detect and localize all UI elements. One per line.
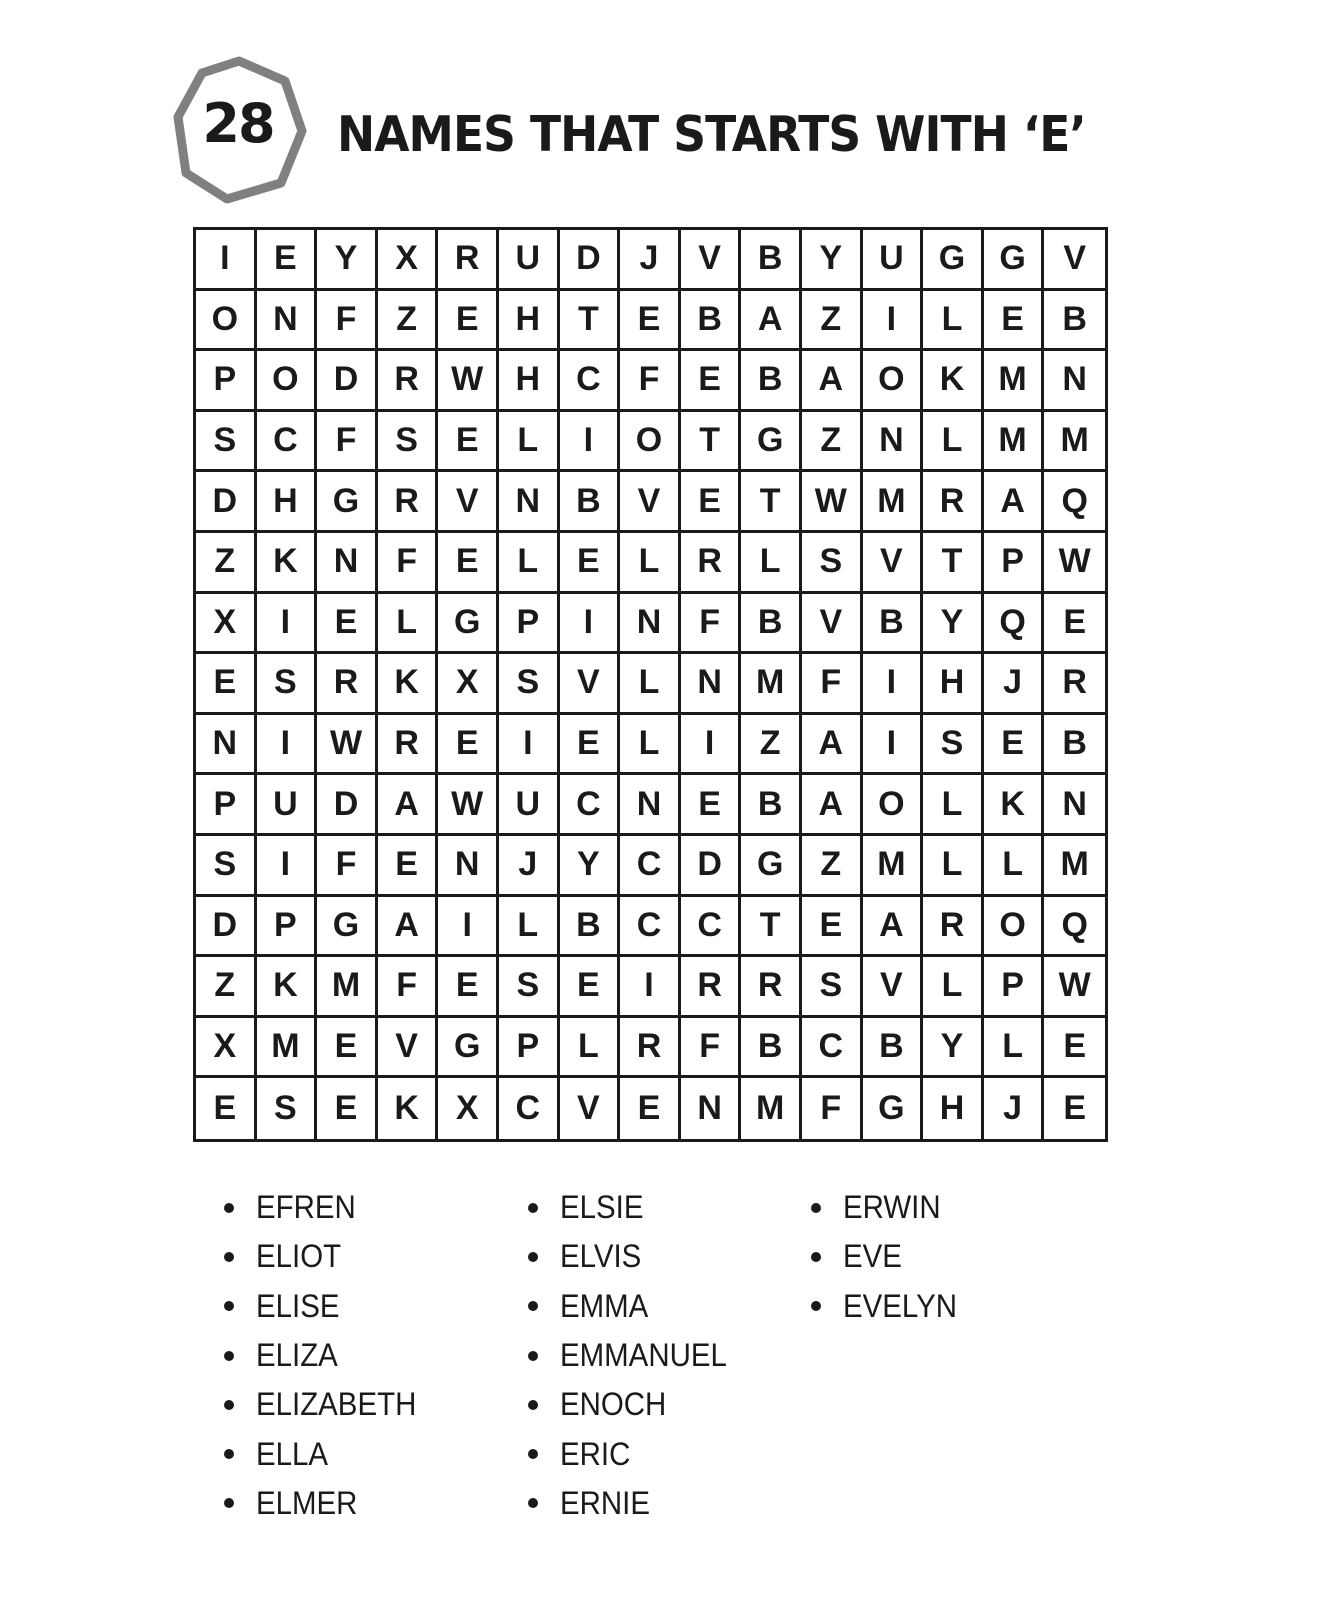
grid-cell[interactable]: I [438,897,499,958]
grid-cell[interactable]: Q [984,594,1045,655]
word-label: EVELYN [843,1287,957,1324]
puzzle-number: 28 [202,92,274,155]
grid-cell[interactable]: B [741,594,802,655]
grid-cell[interactable]: P [196,351,257,412]
grid-cell[interactable]: I [257,594,318,655]
grid-cell[interactable]: W [802,472,863,533]
grid-cell[interactable]: S [802,957,863,1018]
grid-cell[interactable]: R [741,957,802,1018]
word-list-item [811,1183,967,1232]
grid-cell[interactable]: Z [802,291,863,352]
grid-cell[interactable]: N [196,715,257,776]
grid-cell[interactable]: A [984,472,1045,533]
grid-cell[interactable]: L [378,594,439,655]
grid-cell[interactable]: V [560,1078,621,1139]
grid-cell[interactable]: L [923,775,984,836]
grid-cell[interactable]: I [620,957,681,1018]
grid-cell[interactable]: L [923,957,984,1018]
grid-cell[interactable]: X [438,1078,499,1139]
word-label: ENOCH [560,1386,667,1423]
grid-cell[interactable]: V [1044,230,1105,291]
grid-cell[interactable]: N [681,1078,742,1139]
word-search-grid [193,227,1108,1142]
grid-cell[interactable]: E [1063,1089,1087,1128]
word-list-item [528,1183,741,1232]
grid-cell[interactable]: B [741,351,802,412]
grid-cell[interactable]: L [620,715,681,776]
grid-cell[interactable]: E [317,1078,378,1139]
grid-cell[interactable]: A [802,351,863,412]
word-label: ERNIE [560,1484,650,1521]
grid-cell[interactable]: E [802,897,863,958]
word-label: ELMER [256,1484,358,1521]
grid-cell[interactable]: X [196,594,257,655]
grid-cell[interactable]: B [741,775,802,836]
word-list-item [528,1380,741,1429]
grid-cell[interactable]: R [923,897,984,958]
grid-cell[interactable]: K [923,351,984,412]
word-list-item [811,1282,967,1331]
grid-cell[interactable]: O [863,775,924,836]
grid-cell[interactable]: J [499,836,560,897]
grid-cell[interactable]: L [499,412,560,473]
grid-cell[interactable]: N [438,836,499,897]
grid-cell[interactable]: M [257,1018,318,1079]
grid-cell[interactable]: B [681,291,742,352]
grid-cell[interactable]: T [741,897,802,958]
grid-cell[interactable]: D [317,775,378,836]
grid-cell[interactable]: E [984,291,1045,352]
bullet-icon [528,1252,538,1262]
grid-cell[interactable]: O [863,351,924,412]
grid-cell[interactable]: U [499,230,560,291]
grid-cell[interactable]: I [196,230,257,291]
grid-cell[interactable]: G [317,472,378,533]
grid-cell[interactable]: I [863,291,924,352]
grid-cell[interactable]: R [378,351,439,412]
grid-cell[interactable]: S [802,533,863,594]
grid-cell[interactable]: E [620,291,681,352]
grid-cell[interactable]: M [984,351,1045,412]
grid-cell[interactable]: R [378,715,439,776]
grid-cell[interactable]: I [257,836,318,897]
bullet-icon [224,1252,234,1262]
grid-cell[interactable]: Y [317,230,378,291]
grid-cell[interactable]: Z [196,533,257,594]
grid-cell[interactable]: L [923,836,984,897]
grid-cell[interactable]: P [196,775,257,836]
grid-cell[interactable]: A [378,775,439,836]
grid-cell[interactable]: M [741,1078,802,1139]
grid-cell[interactable]: M [317,957,378,1018]
bullet-icon [528,1400,538,1410]
grid-cell[interactable]: A [802,715,863,776]
grid-cell[interactable]: V [681,230,742,291]
grid-cell[interactable]: N [863,412,924,473]
grid-cell[interactable]: O [196,291,257,352]
word-list-column-3 [811,1183,967,1331]
grid-cell[interactable]: P [499,594,560,655]
grid-cell[interactable]: I [257,715,318,776]
grid-cell[interactable]: L [923,412,984,473]
grid-cell[interactable]: K [378,654,439,715]
grid-cell[interactable]: K [257,957,318,1018]
grid-cell[interactable]: S [257,654,318,715]
grid-cell[interactable]: Z [802,836,863,897]
word-list-item [224,1232,430,1281]
grid-cell[interactable]: Z [196,957,257,1018]
grid-cell[interactable]: B [1044,715,1105,776]
bullet-icon [811,1301,821,1311]
grid-cell[interactable]: J [984,1078,1045,1139]
grid-cell[interactable]: D [196,897,257,958]
word-label: ELVIS [560,1238,642,1275]
bullet-icon [528,1351,538,1361]
grid-cell[interactable]: S [378,412,439,473]
grid-cell[interactable]: V [802,594,863,655]
word-label: ELIZABETH [256,1386,417,1423]
grid-cell[interactable]: E [257,230,318,291]
grid-cell[interactable]: C [681,897,742,958]
grid-cell[interactable]: R [681,533,742,594]
word-label: EMMANUEL [560,1337,727,1374]
grid-cell[interactable]: Y [802,230,863,291]
grid-cell[interactable]: O [984,897,1045,958]
grid-cell[interactable]: N [1044,775,1105,836]
grid-cell[interactable]: Y [923,1018,984,1079]
grid-cell[interactable]: U [863,230,924,291]
word-label: EVE [843,1238,902,1275]
grid-cell[interactable]: L [923,291,984,352]
grid-cell[interactable]: O [620,412,681,473]
grid-cell[interactable]: T [560,291,621,352]
grid-cell[interactable]: E [438,533,499,594]
grid-cell[interactable]: W [1044,957,1105,1018]
grid-cell[interactable]: S [196,412,257,473]
grid-cell[interactable]: I [560,412,621,473]
grid-cell[interactable]: U [257,775,318,836]
grid-cell[interactable]: N [620,594,681,655]
grid-cell[interactable]: F [681,594,742,655]
grid-cell[interactable]: J [620,230,681,291]
grid-cell[interactable]: G [863,1078,924,1139]
grid-cell[interactable]: D [560,230,621,291]
grid-cell[interactable]: M [741,654,802,715]
grid-cell[interactable]: V [863,957,924,1018]
grid-cell[interactable]: P [984,533,1045,594]
grid-cell[interactable]: G [438,1018,499,1079]
bullet-icon [811,1203,821,1213]
grid-cell[interactable]: B [560,897,621,958]
word-label: ERIC [560,1435,631,1472]
word-label: ELISE [256,1287,340,1324]
grid-cell[interactable]: R [620,1018,681,1079]
grid-cell[interactable]: G [741,412,802,473]
grid-cell[interactable]: F [802,1078,863,1139]
word-label: ELLA [256,1435,329,1472]
grid-cell[interactable]: G [984,230,1045,291]
grid-cell[interactable]: N [499,472,560,533]
bullet-icon [811,1252,821,1262]
grid-cell[interactable]: N [681,654,742,715]
grid-cell[interactable]: L [984,1018,1045,1079]
grid-cell[interactable]: X [378,230,439,291]
grid-cell[interactable]: B [863,594,924,655]
grid-cell[interactable]: A [802,775,863,836]
grid-cell[interactable]: E [1044,594,1105,655]
grid-cell[interactable]: G [923,230,984,291]
grid-cell[interactable]: K [984,775,1045,836]
word-list-item [528,1429,741,1478]
grid-cell[interactable]: V [378,1018,439,1079]
grid-cell[interactable]: L [560,1018,621,1079]
grid-cell[interactable]: N [317,533,378,594]
grid-cell[interactable]: C [499,1078,560,1139]
grid-cell[interactable]: E [438,412,499,473]
grid-cell[interactable]: M [863,472,924,533]
grid-cell[interactable]: X [196,1018,257,1079]
grid-cell[interactable]: V [560,654,621,715]
grid-cell[interactable]: N [257,291,318,352]
grid-cell[interactable]: L [499,533,560,594]
word-list-item [528,1331,741,1380]
grid-cell[interactable]: E [681,775,742,836]
grid-cell[interactable]: I [681,715,742,776]
grid-cell[interactable]: V [863,533,924,594]
grid-cell[interactable]: L [984,836,1045,897]
grid-cell[interactable]: Y [923,594,984,655]
grid-cell[interactable]: L [741,533,802,594]
grid-cell[interactable]: K [378,1078,439,1139]
word-list-item [224,1429,430,1478]
word-list-item [528,1232,741,1281]
grid-cell[interactable]: P [984,957,1045,1018]
word-list-item [224,1282,430,1331]
word-list-column-2 [528,1183,741,1528]
grid-cell[interactable]: M [1044,412,1105,473]
word-label: EFREN [256,1189,356,1226]
bullet-icon [224,1301,234,1311]
grid-cell[interactable]: E [317,594,378,655]
word-list-item [224,1183,430,1232]
grid-cell[interactable]: P [257,897,318,958]
grid-cell[interactable]: I [499,715,560,776]
grid-cell[interactable]: F [317,412,378,473]
grid-cell[interactable]: T [741,472,802,533]
grid-cell[interactable]: C [802,1018,863,1079]
grid-cell[interactable]: C [620,836,681,897]
grid-cell[interactable]: E [560,533,621,594]
grid-cell[interactable]: E [620,1078,681,1139]
grid-cell[interactable]: A [741,291,802,352]
grid-cell[interactable]: V [438,472,499,533]
grid-cell[interactable]: V [620,472,681,533]
grid-cell[interactable]: R [438,230,499,291]
grid-cell[interactable]: C [257,412,318,473]
grid-cell[interactable]: C [560,775,621,836]
grid-cell[interactable]: E [1044,1018,1105,1079]
word-list-item [528,1282,741,1331]
grid-cell[interactable]: G [317,897,378,958]
grid-cell[interactable]: K [257,533,318,594]
grid-cell[interactable]: S [196,836,257,897]
grid-cell[interactable]: H [257,472,318,533]
grid-cell[interactable]: H [499,351,560,412]
grid-cell[interactable]: F [620,351,681,412]
grid-cell[interactable]: H [923,654,984,715]
bullet-icon [224,1498,234,1508]
grid-cell[interactable]: E [196,1078,257,1139]
grid-cell[interactable]: F [802,654,863,715]
bullet-icon [528,1203,538,1213]
grid-cell[interactable]: E [984,715,1045,776]
grid-cell[interactable]: R [1044,654,1105,715]
word-list-column-1 [224,1183,430,1528]
grid-cell[interactable]: I [560,594,621,655]
grid-cell[interactable]: F [317,836,378,897]
grid-cell[interactable]: B [863,1018,924,1079]
bullet-icon [224,1449,234,1459]
grid-cell[interactable]: S [923,715,984,776]
grid-cell[interactable]: J [984,654,1045,715]
word-list-item [811,1232,967,1281]
grid-cell[interactable]: N [620,775,681,836]
grid-cell[interactable]: B [560,472,621,533]
grid-cell[interactable]: E [438,715,499,776]
bullet-icon [528,1498,538,1508]
grid-cell[interactable]: D [681,836,742,897]
grid-cell[interactable]: M [1044,836,1105,897]
grid-cell[interactable]: H [499,291,560,352]
grid-cell[interactable]: E [196,654,257,715]
grid-cell[interactable]: W [1044,533,1105,594]
bullet-icon [224,1351,234,1361]
word-list-item [224,1479,430,1528]
puzzle-title: NAMES THAT STARTS WITH ‘E’ [337,106,1086,163]
grid-cell[interactable]: I [863,654,924,715]
grid-cell[interactable]: M [984,412,1045,473]
grid-cell[interactable]: W [317,715,378,776]
grid-cell[interactable]: E [560,957,621,1018]
grid-cell[interactable]: H [923,1078,984,1139]
grid-cell[interactable]: E [317,1018,378,1079]
grid-cell[interactable]: A [378,897,439,958]
grid-cell[interactable]: E [560,715,621,776]
grid-cell[interactable]: Q [1044,897,1105,958]
puzzle-number-badge [172,55,308,205]
word-list-item [224,1380,430,1429]
grid-cell[interactable]: B [741,1018,802,1079]
bullet-icon [224,1203,234,1213]
grid-cell[interactable]: F [317,291,378,352]
grid-cell[interactable]: Z [378,291,439,352]
word-label: ELIOT [256,1238,342,1275]
grid-cell[interactable]: R [923,472,984,533]
bullet-icon [528,1449,538,1459]
grid-cell[interactable]: T [681,412,742,473]
grid-cell[interactable]: G [438,594,499,655]
word-list-item [224,1331,430,1380]
grid-cell[interactable]: C [620,897,681,958]
grid-cell[interactable]: O [257,351,318,412]
grid-cell[interactable]: M [863,836,924,897]
grid-cell[interactable]: N [1044,351,1105,412]
grid-cell[interactable]: P [499,1018,560,1079]
grid-cell[interactable]: R [378,472,439,533]
grid-cell[interactable]: W [438,775,499,836]
grid-cell[interactable]: A [863,897,924,958]
grid-cell[interactable]: Z [802,412,863,473]
word-list-item [528,1479,741,1528]
grid-cell[interactable]: E [378,836,439,897]
grid-cell[interactable]: T [923,533,984,594]
grid-cell[interactable]: L [620,654,681,715]
bullet-icon [528,1301,538,1311]
grid-cell[interactable]: Z [741,715,802,776]
grid-cell[interactable]: I [863,715,924,776]
grid-cell[interactable]: L [499,897,560,958]
grid-cell[interactable]: Y [560,836,621,897]
grid-cell[interactable]: X [438,654,499,715]
bullet-icon [224,1400,234,1410]
grid-cell[interactable]: W [438,351,499,412]
grid-cell[interactable]: C [560,351,621,412]
grid-cell[interactable]: R [317,654,378,715]
grid-cell[interactable]: E [681,472,742,533]
grid-cell[interactable]: F [681,1018,742,1079]
word-label: EMMA [560,1287,649,1324]
grid-cell[interactable]: B [741,230,802,291]
grid-cell[interactable]: D [317,351,378,412]
word-label: ELIZA [256,1337,338,1374]
word-label: ERWIN [843,1189,941,1226]
grid-cell[interactable]: S [499,654,560,715]
grid-cell[interactable]: S [257,1078,318,1139]
grid-cell[interactable]: D [196,472,257,533]
grid-cell[interactable]: E [681,351,742,412]
grid-cell[interactable]: E [438,291,499,352]
grid-cell[interactable]: S [499,957,560,1018]
grid-cell[interactable]: G [741,836,802,897]
grid-cell[interactable]: F [378,957,439,1018]
grid-cell[interactable]: U [499,775,560,836]
word-label: ELSIE [560,1189,644,1226]
grid-cell[interactable]: Q [1044,472,1105,533]
grid-cell[interactable]: B [1044,291,1105,352]
grid-cell[interactable]: R [681,957,742,1018]
grid-cell[interactable]: E [438,957,499,1018]
grid-cell[interactable]: L [620,533,681,594]
grid-cell[interactable]: F [378,533,439,594]
